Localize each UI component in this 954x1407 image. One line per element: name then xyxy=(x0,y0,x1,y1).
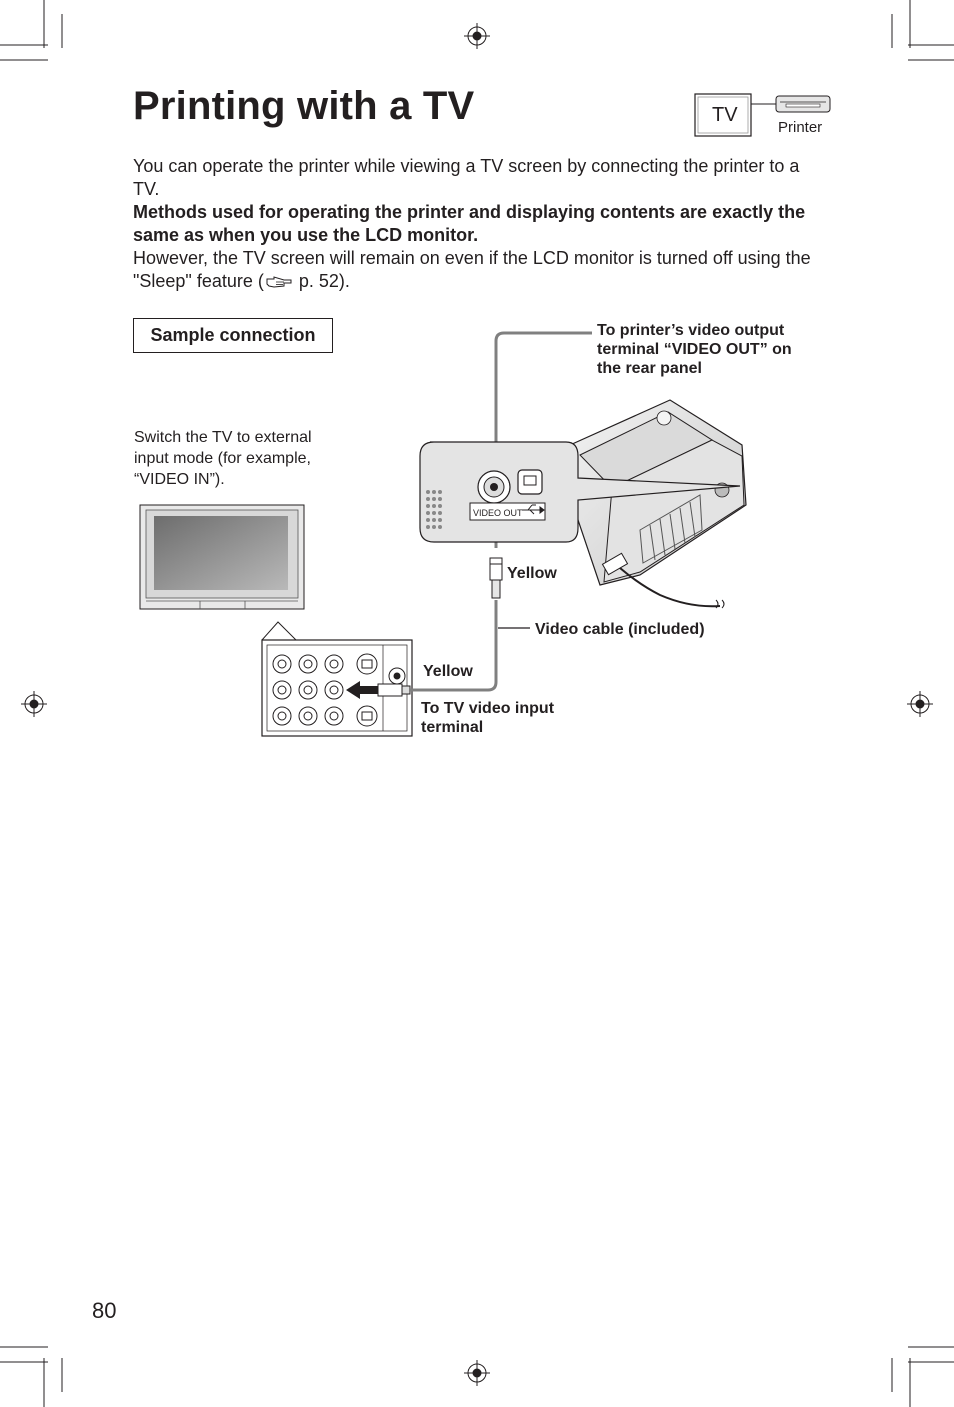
cable-plug-upper xyxy=(490,558,502,598)
printer-icon xyxy=(776,96,830,112)
tv-terminal-label: To TV video input terminal xyxy=(421,700,555,736)
intro-sleep-paragraph xyxy=(133,247,823,293)
intro-paragraph: You can operate the printer while viewing a TV screen by connecting the printer to a TV. xyxy=(133,156,800,199)
video-cable-label: Video cable (included) xyxy=(535,621,705,638)
yellow-label-lower: Yellow xyxy=(423,663,473,680)
intro-sleep-page-ref: p. 52). xyxy=(293,271,350,291)
page-number: 80 xyxy=(92,1298,117,1323)
page-reference-hand-icon xyxy=(266,275,292,289)
intro-bold-paragraph: Methods used for operating the printer and displaying contents are exactly the same as when you use the LCD monitor. xyxy=(133,202,806,245)
yellow-label-upper: Yellow xyxy=(507,565,557,582)
intro-text xyxy=(133,155,823,293)
page-title: Printing with a TV xyxy=(133,84,475,128)
switch-tv-note: Switch the TV to external input mode (for example, “VIDEO IN”). xyxy=(134,429,312,488)
mode-tv-label: TV xyxy=(712,104,738,126)
tv-terminal-panel xyxy=(262,622,412,736)
sample-connection-label: Sample connection xyxy=(133,318,333,353)
intro-sleep-text: However, the TV screen will remain on even if the LCD monitor is turned off using the "Sleep" feature ( xyxy=(133,248,811,291)
printer-illustration xyxy=(570,400,746,608)
printer-terminal-label: To printer’s video output terminal “VIDEO OUT” on the rear panel xyxy=(597,322,792,377)
video-out-port-label: VIDEO OUT xyxy=(473,508,523,518)
tv-illustration xyxy=(140,505,304,609)
mode-printer-label: Printer xyxy=(778,119,823,136)
